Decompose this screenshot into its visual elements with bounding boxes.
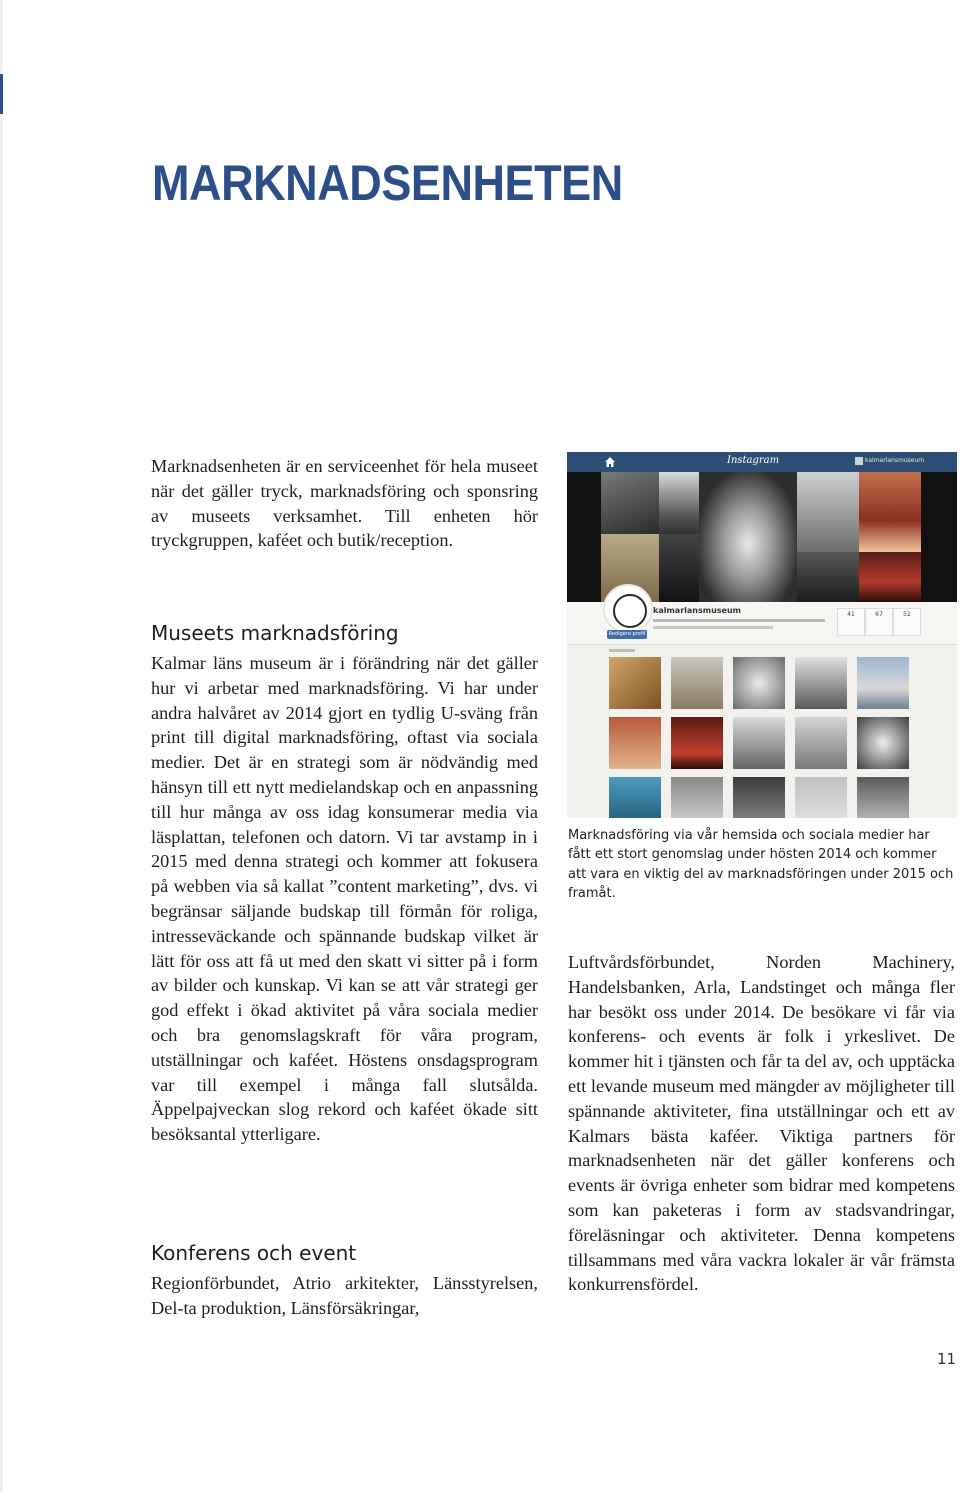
- feed-label: [609, 649, 635, 652]
- nav-username: kalmarlansmuseum: [865, 457, 925, 464]
- grid-photo[interactable]: [671, 657, 723, 709]
- collage-photo: [859, 472, 921, 552]
- collage-photo: [859, 552, 921, 602]
- marketing-section: [151, 620, 538, 1147]
- conference-body-left: Regionförbundet, Atrio arkitekter, Länsstyrelsen, Del-ta produktion, Länsförsäkringar,: [151, 1273, 538, 1318]
- marketing-body: Kalmar läns museum är i förändring när det gäller hur vi arbetar med marknadsföring. Vi har under andra halvåret av 2014 gjort en tydlig U-sväng från print till digital marknadsföring, oftast via sociala medier. Det är en strategi som är nödvändig med hänsyn till ett nytt medielandskap och en anpassning till hur många av oss idag konsumerar media via läsplattan, telefonen och datorn. Vi tar avstamp in i 2015 med denna strategi och kommer att fokusera på webben via så kallat ”content marketing”, dvs. vi begränsar säljande budskap till förmån för roliga, intresseväckande och spännande budskap vilket är lätt för oss att få ut med den skatt vi sitter på i form av bilder och kunskap. Vi kan se att vår strategi ger god effekt i ökad aktivitet på våra sociala medier och bra genomslagskraft för våra program, utställningar och kaféet. Höstens onsdagsprogram var till exempel i många fall slutsålda. Äppelpajveckan slog rekord och kaféet ökade sitt besöksantal ytterligare.: [151, 653, 538, 1145]
- profile-bio-line: [653, 626, 773, 629]
- instagram-profile-header: [567, 602, 957, 645]
- collage-photo: [659, 472, 699, 534]
- grid-photo[interactable]: [857, 777, 909, 818]
- instagram-nav-bar: [567, 452, 957, 472]
- instagram-header-collage: [567, 472, 957, 602]
- profile-bio-line: [653, 619, 825, 622]
- grid-photo[interactable]: [733, 657, 785, 709]
- page-title: MARKNADSENHETEN: [152, 155, 623, 211]
- collage-photo: [659, 534, 699, 602]
- collage-photo: [601, 472, 659, 534]
- instagram-logo: Instagram: [727, 455, 780, 466]
- profile-name: kalmarlansmuseum: [653, 606, 741, 615]
- grid-photo[interactable]: [609, 777, 661, 818]
- stat-posts: 41: [837, 608, 865, 636]
- figure-caption: Marknadsföring via vår hemsida och sociala medier har fått ett stort genomslag under hösten 2014 och kommer att vara en viktig del av marknadsföringen under 2015 och framåt.: [568, 828, 954, 901]
- profile-avatar: [603, 584, 653, 634]
- collage-photo: [797, 472, 859, 552]
- stat-followers: 67: [865, 608, 893, 636]
- collage-photo: [797, 552, 859, 602]
- conference-section: [151, 1240, 538, 1321]
- conference-continued: [568, 950, 955, 1297]
- grid-photo[interactable]: [733, 717, 785, 769]
- marketing-heading: Museets marknadsföring: [151, 621, 399, 645]
- intro-column: [151, 454, 538, 553]
- collage-photo: [699, 472, 797, 602]
- edit-profile-button[interactable]: Redigera profil: [608, 631, 646, 637]
- grid-photo[interactable]: [671, 717, 723, 769]
- margin-marker: [0, 74, 3, 114]
- intro-paragraph: Marknadsenheten är en serviceenhet för hela museet när det gäller tryck, marknadsföring och sponsring av museets verksamhet. Till enheten hör tryckgruppen, kaféet och butik/reception.: [151, 456, 538, 551]
- grid-photo[interactable]: [671, 777, 723, 818]
- page-edge: [0, 0, 3, 1492]
- conference-heading: Konferens och event: [151, 1241, 357, 1265]
- home-icon: [604, 456, 616, 468]
- page-number: 11: [937, 1350, 957, 1368]
- conference-body-right: Luftvårdsförbundet, Norden Machinery, Handelsbanken, Arla, Landstinget och många fler har besökt oss under 2014. De besökare vi får via konferens- och events är folk i yrkeslivet. De kommer hit i tjänsten och får ta del av, och upptäcka ett levande museum med mängder av möjligheter till spännande aktiviteter, fina utställningar och ett av Kalmars bästa kaféer. Viktiga partners för marknadsenheten när det gäller konferens och events är övriga enheter som bidrar med kompetens som kan paketeras i form av stadsvandringar, föreläsningar och aktiviteter. Denna kompetens tillsammans med våra vackra lokaler är vår främsta konkurrensfördel.: [568, 952, 955, 1295]
- stat-following: 52: [893, 608, 921, 636]
- grid-photo[interactable]: [733, 777, 785, 818]
- grid-photo[interactable]: [795, 717, 847, 769]
- grid-photo[interactable]: [795, 777, 847, 818]
- nav-avatar: [855, 457, 863, 465]
- grid-photo[interactable]: [857, 717, 909, 769]
- instagram-photo-grid: [567, 645, 957, 818]
- grid-photo[interactable]: [609, 657, 661, 709]
- grid-photo[interactable]: [609, 717, 661, 769]
- grid-photo[interactable]: [857, 657, 909, 709]
- grid-photo[interactable]: [795, 657, 847, 709]
- instagram-screenshot: [567, 452, 957, 818]
